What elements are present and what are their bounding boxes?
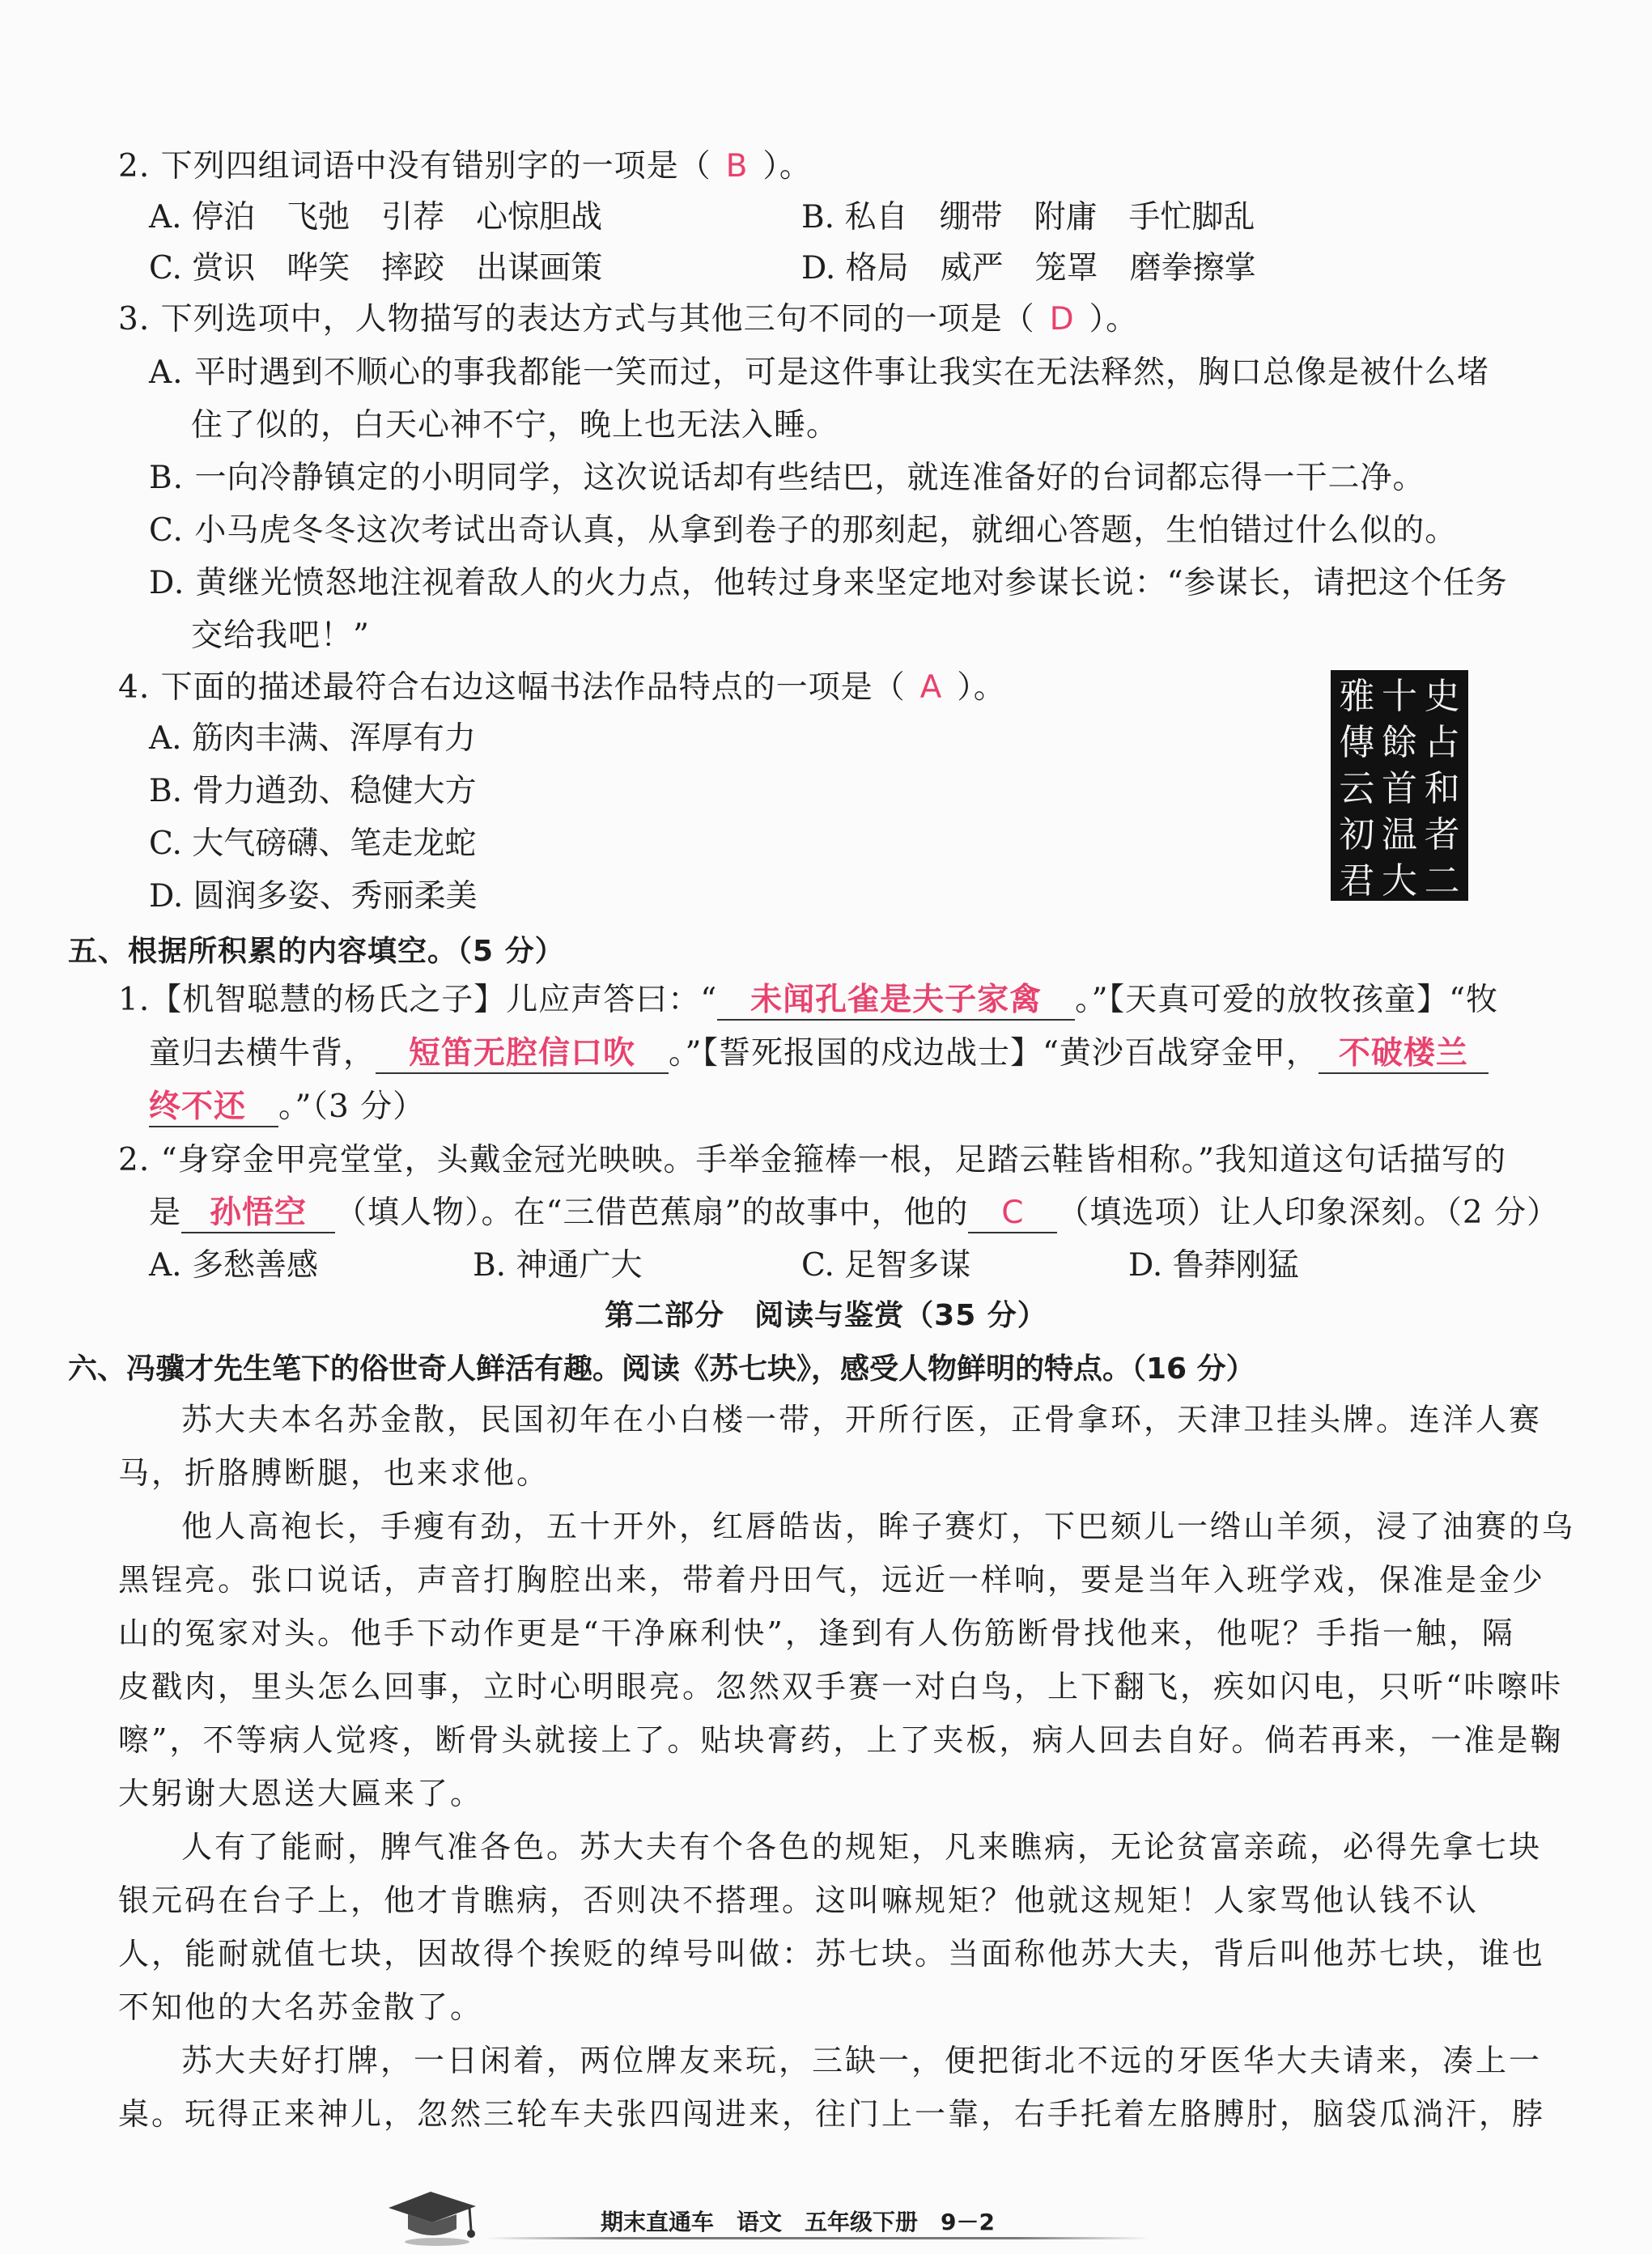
- calligraphy-char: 君: [1339, 860, 1375, 902]
- q4-stem: [118, 665, 1006, 711]
- calligraphy-char: 大: [1382, 860, 1417, 902]
- section-5-title: 五、根据所积累的内容填空。（5 分）: [68, 935, 565, 968]
- passage-line: 人，能耐就值七块，因故得个挨贬的绰号叫做：苏七块。当面称他苏大夫，背后叫他苏七块，谁也: [118, 1936, 1546, 1972]
- sec5-q1-text: 童归去横牛背，: [149, 1035, 376, 1072]
- calligraphy-char: 二: [1424, 860, 1460, 902]
- sec5-q2-option-b: B. 神通广大: [473, 1247, 643, 1284]
- passage-line: 嚓”，不等病人觉疼，断骨头就接上了。贴块膏药，上了夹板，病人回去自好。倘若再来，一准是鞠: [118, 1722, 1564, 1758]
- fill-blank-answer: 不破楼兰: [1319, 1035, 1488, 1074]
- q3-option-a: A. 平时遇到不顺心的事我都能一笑而过，可是这件事让我实在无法释然，胸口总像是被什么堵: [149, 354, 1489, 391]
- sec5-q2-text: （填人物）。在“三借芭蕉扇”的故事中，他的: [335, 1195, 969, 1231]
- q2-option-a: A. 停泊 飞弛 引荐 心惊胆战: [149, 199, 602, 236]
- calligraphy-char: 傳: [1339, 722, 1375, 763]
- q4-stem-end: ）。: [957, 669, 1006, 706]
- q3-option-d: D. 黄继光愤怒地注视着敌人的火力点，他转过身来坚定地对参谋长说：“参谋长，请把这个任务: [149, 565, 1508, 601]
- q2-stem: [118, 144, 812, 189]
- q4-stem-text: 4. 下面的描述最符合右边这幅书法作品特点的一项是（: [118, 669, 906, 706]
- q4-option-c: C. 大气磅礴、笔走龙蛇: [149, 826, 477, 862]
- q2-stem-text: 2. 下列四组词语中没有错别字的一项是（: [118, 148, 711, 185]
- fill-blank-answer: C: [968, 1195, 1057, 1233]
- passage-line: 皮戳肉，里头怎么回事，立时心明眼亮。忽然双手赛一对白鸟，上下翻飞，疾如闪电，只听“咔嚓咔: [118, 1669, 1564, 1704]
- calligraphy-artwork: [1331, 670, 1468, 901]
- sec5-q1-line1: [118, 978, 1498, 1023]
- q2-option-b: B. 私自 绷带 附庸 手忙脚乱: [801, 199, 1255, 236]
- sec5-q1-text: 1.【机智聪慧的杨氏之子】儿应声答曰：“: [118, 982, 718, 1018]
- q3-option-c: C. 小马虎冬冬这次考试出奇认真，从拿到卷子的那刻起，就细心答题，生怕错过什么似的。: [149, 512, 1458, 549]
- q2-option-c: C. 赏识 哗笑 摔跤 出谋画策: [149, 250, 603, 287]
- sec5-q2-text: 是: [149, 1195, 182, 1231]
- sec5-q2-option-c: C. 足智多谋: [801, 1247, 971, 1284]
- passage-line: 马，折胳膊断腿，也来求他。: [118, 1455, 550, 1491]
- calligraphy-char: 占: [1424, 722, 1460, 763]
- q2-answer: B: [725, 148, 749, 185]
- sec5-q1-text: 。”（3 分）: [278, 1089, 426, 1125]
- calligraphy-char: 者: [1424, 814, 1460, 855]
- calligraphy-char: 和: [1424, 768, 1460, 809]
- passage-line: 不知他的大名苏金散了。: [118, 1989, 484, 2025]
- q3-stem-text: 3. 下列选项中，人物描写的表达方式与其他三句不同的一项是（: [118, 301, 1035, 337]
- sec5-q1-line3: [149, 1085, 425, 1130]
- calligraphy-char: 史: [1424, 676, 1460, 717]
- q3-option-d-cont: 交给我吧！”: [191, 618, 370, 654]
- q4-answer: A: [919, 669, 943, 706]
- q3-stem: [118, 297, 1138, 342]
- calligraphy-char: 初: [1339, 814, 1375, 855]
- footer-text: 期末直通车 语文 五年级下册 9－2: [601, 2209, 995, 2235]
- passage-line: 山的冤家对头。他手下动作更是“干净麻利快”，逢到有人伤筋断骨找他来，他呢？手指一触，隔: [118, 1615, 1515, 1651]
- q2-option-d: D. 格局 威严 笼罩 磨拳擦掌: [801, 250, 1256, 287]
- sec5-q2-line1: 2. “身穿金甲亮堂堂，头戴金冠光映映。手举金箍棒一根，足踏云鞋皆相称。”我知道这句话描写的: [118, 1142, 1506, 1178]
- calligraphy-char: 餘: [1382, 722, 1417, 763]
- passage-line: 苏大夫本名苏金散，民国初年在小白楼一带，开所行医，正骨拿环，天津卫挂头牌。连洋人赛: [181, 1402, 1543, 1437]
- passage-line: 大躬谢大恩送大匾来了。: [118, 1776, 484, 1811]
- fill-blank-answer: 短笛无腔信口吹: [376, 1035, 669, 1074]
- q3-option-a-cont: 住了似的，白天心神不宁，晚上也无法入睡。: [191, 407, 839, 444]
- q3-answer: D: [1049, 301, 1075, 337]
- sec5-q2-option-d: D. 鲁莽刚猛: [1128, 1247, 1299, 1284]
- passage-line: 桌。玩得正来神儿，忽然三轮车夫张四闯进来，往门上一靠，右手托着左胳膊肘，脑袋瓜淌汗，脖: [118, 2096, 1546, 2132]
- fill-blank-answer: 未闻孔雀是夫子家禽: [717, 982, 1075, 1021]
- calligraphy-char: 云: [1339, 768, 1375, 809]
- passage-line: 黑锃亮。张口说话，声音打胸腔出来，带着丹田气，远近一样响，要是当年入班学戏，保准是金少: [118, 1562, 1546, 1598]
- passage-line: 他人高袍长，手瘦有劲，五十开外，红唇皓齿，眸子赛灯，下巴颏儿一绺山羊须，浸了油赛的乌: [181, 1509, 1576, 1544]
- q3-stem-end: ）。: [1089, 301, 1139, 337]
- sec5-q2-line2: [149, 1191, 1559, 1236]
- part-2-title: 第二部分 阅读与鉴赏（35 分）: [605, 1299, 1047, 1332]
- calligraphy-char: 十: [1382, 676, 1417, 717]
- fill-blank-answer: 孙悟空: [181, 1195, 335, 1233]
- q4-option-d: D. 圆润多姿、秀丽柔美: [149, 878, 478, 915]
- sec5-q1-text: 。”【誓死报国的戍边战士】“黄沙百战穿金甲，: [669, 1035, 1319, 1072]
- passage-line: 苏大夫好打牌，一日闲着，两位牌友来玩，三缺一，便把街北不远的牙医华大夫请来，凑上一: [181, 2043, 1543, 2078]
- q2-stem-end: ）。: [762, 148, 812, 185]
- graduation-cap-icon: [380, 2185, 486, 2250]
- q4-option-b: B. 骨力遒劲、稳健大方: [149, 773, 477, 809]
- sec5-q2-option-a: A. 多愁善感: [149, 1247, 318, 1284]
- passage-line: 银元码在台子上，他才肯瞧病，否则决不搭理。这叫嘛规矩？他就这规矩！人家骂他认钱不认: [118, 1883, 1480, 1918]
- sec5-q2-text: （填选项）让人印象深刻。（2 分）: [1057, 1195, 1560, 1231]
- q4-option-a: A. 筋肉丰满、浑厚有力: [149, 720, 476, 757]
- section-6-title: 六、冯骥才先生笔下的俗世奇人鲜活有趣。阅读《苏七块》，感受人物鲜明的特点。（16 分）: [68, 1352, 1255, 1386]
- fill-blank-answer: 终不还: [149, 1089, 278, 1127]
- calligraphy-char: 首: [1382, 768, 1417, 809]
- calligraphy-char: 雅: [1339, 676, 1375, 717]
- q3-option-b: B. 一向冷静镇定的小明同学，这次说话却有些结巴，就连准备好的台词都忘得一干二净。: [149, 460, 1425, 496]
- sec5-q1-line2: [149, 1031, 1488, 1076]
- calligraphy-char: 温: [1382, 814, 1417, 855]
- passage-line: 人有了能耐，脾气准各色。苏大夫有个各色的规矩，凡来瞧病，无论贫富亲疏，必得先拿七块: [181, 1829, 1543, 1865]
- sec5-q1-text: 。”【天真可爱的放牧孩童】“牧: [1075, 982, 1499, 1018]
